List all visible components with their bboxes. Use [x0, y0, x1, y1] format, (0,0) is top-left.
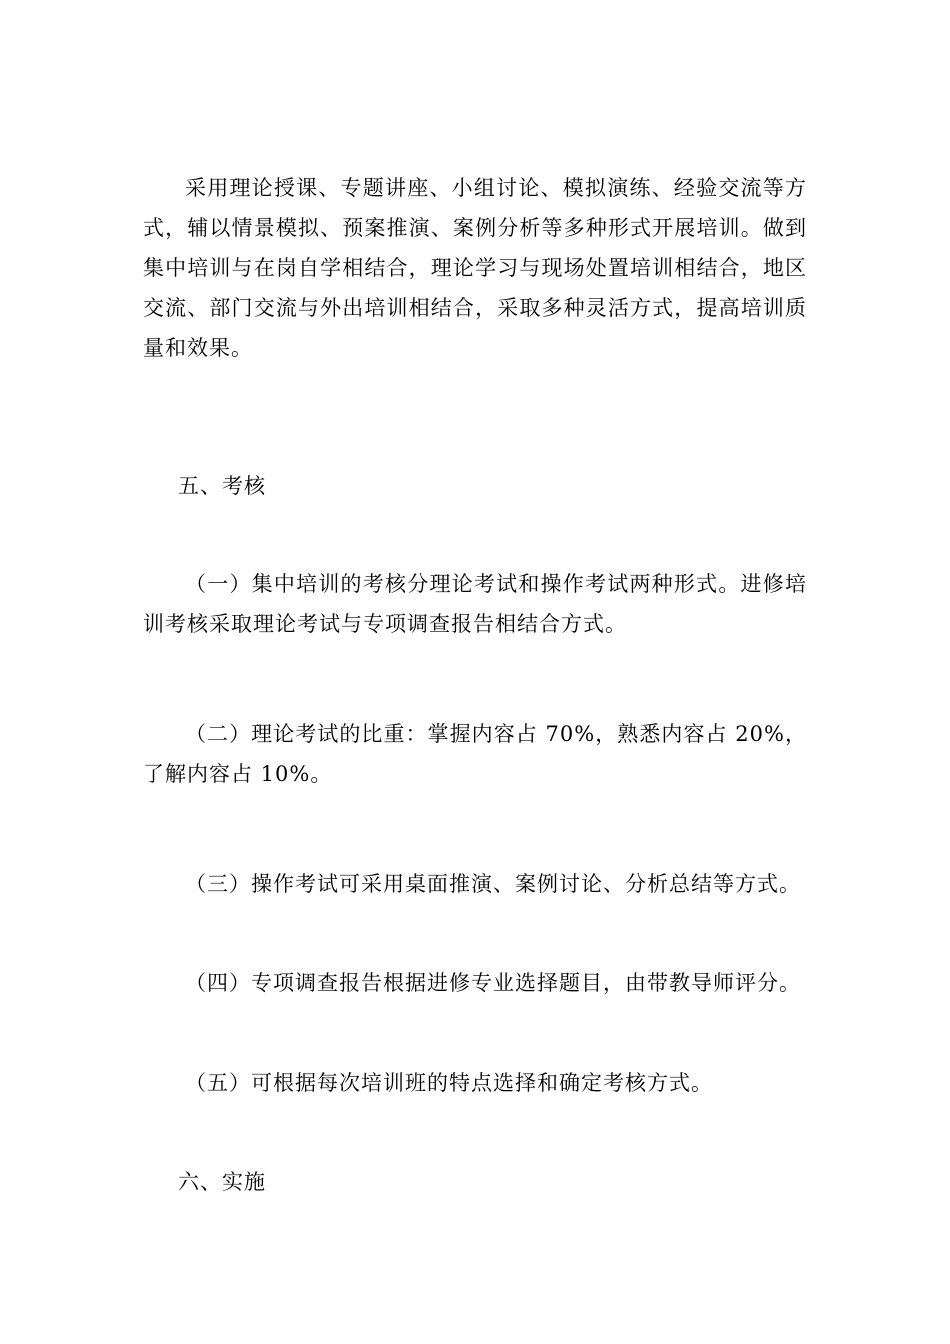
assessment-item-2: （二）理论考试的比重：掌握内容占 70%，熟悉内容占 20%，了解内容占 10%。: [143, 722, 807, 786]
section-heading-assessment: 五、考核: [178, 474, 266, 498]
assessment-item-5: （五）可根据每次培训班的特点选择和确定考核方式。: [185, 1071, 713, 1095]
training-methods-paragraph: 采用理论授课、专题讲座、小组讨论、模拟演练、经验交流等方式，辅以情景模拟、预案推演、案例分析等多种形式开展培训。做到集中培训与在岗自学相结合，理论学习与现场处置培训相结合，地区交流、部门交流与外出培训相结合，采取多种灵活方式，提高培训质量和效果。: [143, 176, 807, 360]
section-heading-implementation: 六、实施: [178, 1170, 266, 1194]
assessment-item-4: （四）专项调查报告根据进修专业选择题目，由带教导师评分。: [185, 971, 801, 995]
assessment-item-3: （三）操作考试可采用桌面推演、案例讨论、分析总结等方式。: [185, 872, 801, 896]
assessment-item-1: （一）集中培训的考核分理论考试和操作考试两种形式。进修培训考核采取理论考试与专项调查报告相结合方式。: [143, 572, 807, 636]
